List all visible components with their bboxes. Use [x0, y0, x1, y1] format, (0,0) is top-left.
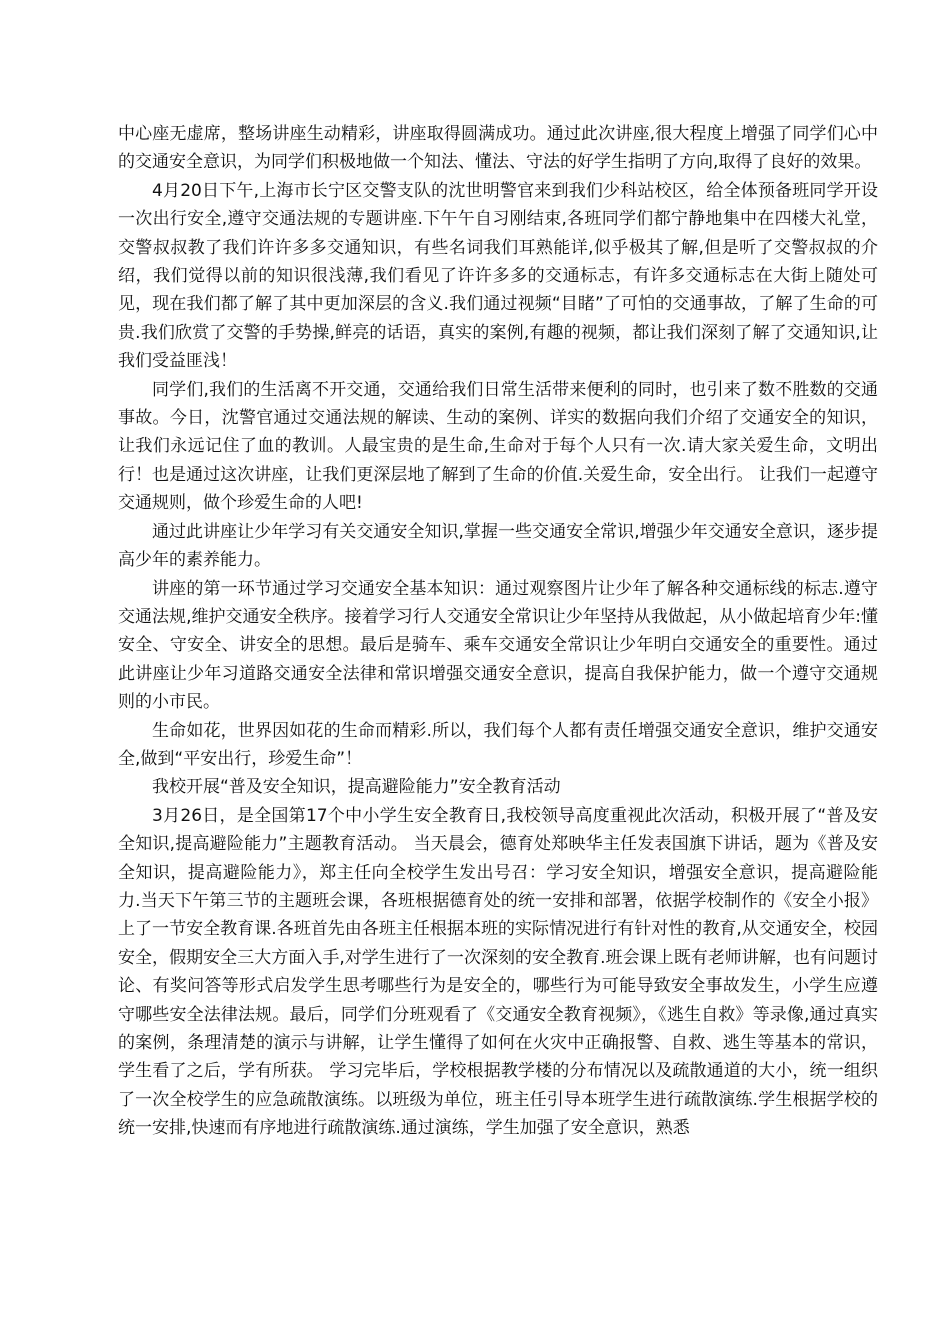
- paragraph-march-26-activity: 3月26日，是全国第17个中小学生安全教育日,我校领导高度重视此次活动，积极开展了“普及安全知识,提高避险能力”主题教育活动。 当天晨会，德育处郑映华主任发表国旗下讲话，题为《普及安全知识，提高避险能力》，郑主任向全校学生发出号召：学习安全知识，增强安全意识，提高避险能力.当天下午第三节的主题班会课，各班根据德育处的统一安排和部署，依据学校制作的《安全小报》上了一节安全教育课.各班首先由各班主任根据本班的实际情况进行有针对性的教育,从交通安全，校园安全，假期安全三大方面入手,对学生进行了一次深刻的安全教育.班会课上既有老师讲解，也有问题讨论、有奖问答等形式启发学生思考哪些行为是安全的，哪些行为可能导致安全事故发生，小学生应遵守哪些安全法律法规。最后，同学们分班观看了《交通安全教育视频》，《逃生自救》等录像,通过真实的案例，条理清楚的演示与讲解，让学生懂得了如何在火灾中正确报警、自救、逃生等基本的常识，学生看了之后，学有所获。 学习完毕后，学校根据教学楼的分布情况以及疏散通道的大小，统一组织了一次全校学生的应急疏散演练。以班级为单位，班主任引导本班学生进行疏散演练.学生根据学校的统一安排,快速而有序地进行疏散演练.通过演练，学生加强了安全意识，熟悉: [118, 805, 878, 1139]
- paragraph-lecture-summary: 中心座无虚席，整场讲座生动精彩，讲座取得圆满成功。通过此次讲座,很大程度上增强了同学们心中的交通安全意识，为同学们积极地做一个知法、懂法、守法的好学生指明了方向,取得了良好的效果。: [118, 124, 878, 173]
- section-heading-safety-activity: 我校开展“普及安全知识，提高避险能力”安全教育活动: [152, 777, 561, 798]
- paragraph-first-section: 讲座的第一环节通过学习交通安全基本知识：通过观察图片让少年了解各种交通标线的标志.遵守交通法规,维护交通安全秩序。接着学习行人交通安全常识让少年坚持从我做起，从小做起培育少年:懂安全、守安全、讲安全的思想。最后是骑车、乘车交通安全常识让少年明白交通安全的重要性。通过此讲座让少年习道路交通安全法律和常识增强交通安全意识，提高自我保护能力，做一个遵守交通规则的小市民。: [118, 578, 878, 713]
- document-body: [118, 120, 878, 1143]
- paragraph-lecture-goal: 通过此讲座让少年学习有关交通安全知识,掌握一些交通安全常识,增强少年交通安全意识，逐步提高少年的素养能力。: [118, 521, 878, 571]
- paragraph-life-like-flower: 生命如花，世界因如花的生命而精彩.所以，我们每个人都有责任增强交通安全意识，维护交通安全,做到“平安出行，珍爱生命”！: [118, 720, 878, 769]
- paragraph-students-reflection: 同学们,我们的生活离不开交通，交通给我们日常生活带来便利的同时，也引来了数不胜数的交通事故。今日，沈警官通过交通法规的解读、生动的案例、详实的数据向我们介绍了交通安全的知识，让我们永远记住了血的教训。人最宝贵的是生命,生命对于每个人只有一次.请大家关爱生命，文明出行！也是通过这次讲座，让我们更深层地了解到了生命的价值.关爱生命，安全出行。 让我们一起遵守交通规则，做个珍爱生命的人吧!: [118, 379, 878, 514]
- paragraph-april-20-lecture: 4月20日下午,上海市长宁区交警支队的沈世明警官来到我们少科站校区，给全体预备班同学开设一次出行安全,遵守交通法规的专题讲座.下午午自习刚结束,各班同学们都宁静地集中在四楼大礼堂，交警叔叔教了我们许许多多交通知识，有些名词我们耳熟能详,似乎极其了解,但是听了交警叔叔的介绍，我们觉得以前的知识很浅薄,我们看见了许许多多的交通标志，有许多交通标志在大街上随处可见，现在我们都了解了其中更加深层的含义.我们通过视频“目睹”了可怕的交通事故，了解了生命的可贵.我们欣赏了交警的手势操,鲜亮的话语，真实的案例,有趣的视频，都让我们深刻了解了交通知识,让我们受益匪浅！: [118, 180, 878, 372]
